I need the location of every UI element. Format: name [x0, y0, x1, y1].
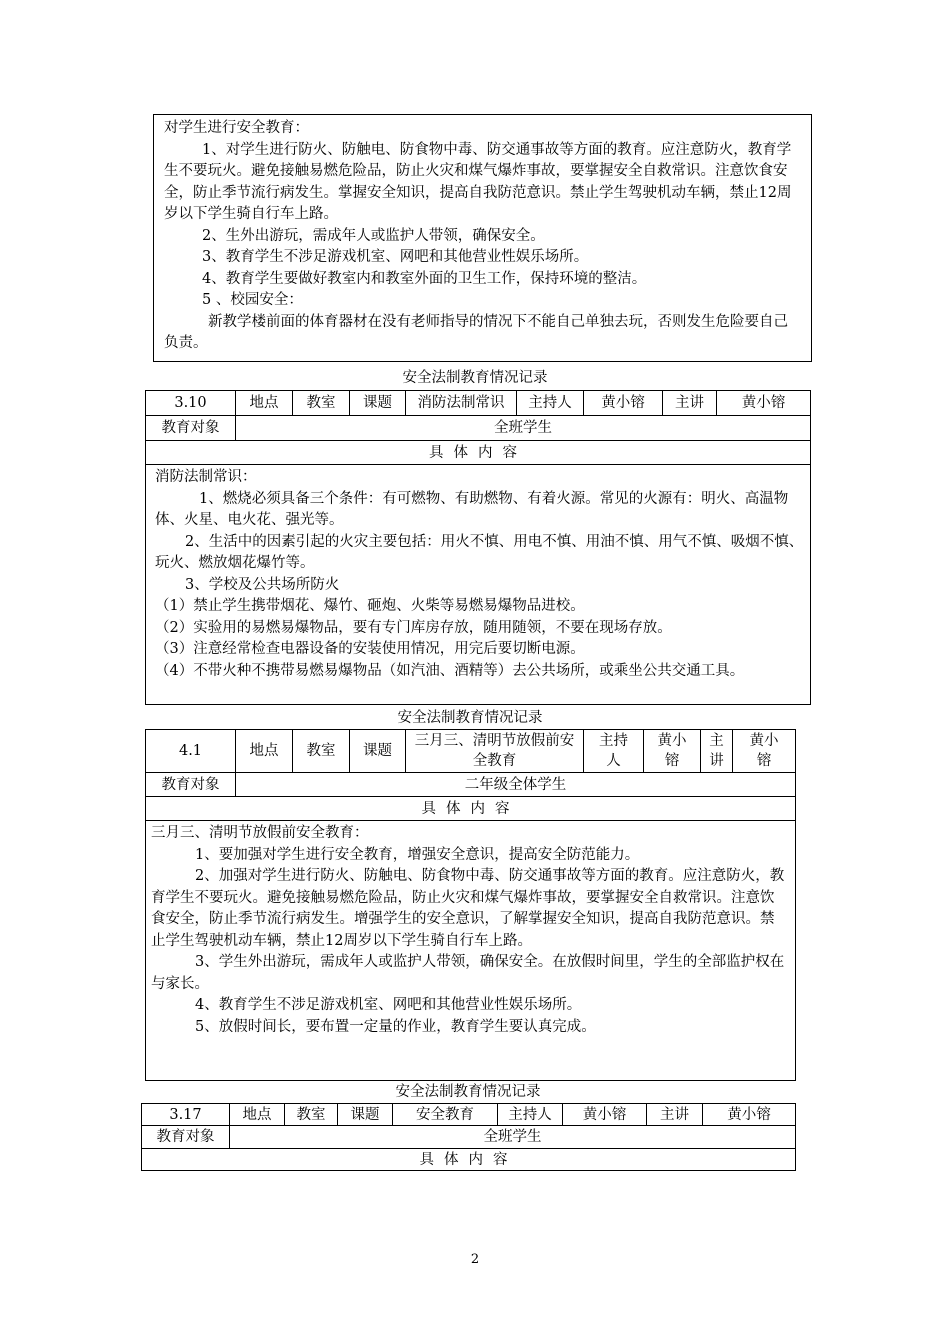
record2-host: 黄小镕	[644, 730, 701, 773]
record2-place: 教室	[293, 730, 350, 773]
record1-host-label: 主持人	[517, 391, 584, 416]
record2-content	[146, 821, 796, 1081]
record1-item-4: （4）不带火种不携带易燃易爆物品（如汽油、酒精等）去公共场所，或乘坐公共交通工具。	[155, 662, 745, 679]
record2-speaker: 黄小镕	[733, 730, 796, 773]
record2-table	[145, 729, 796, 1081]
record3-host-label: 主持人	[498, 1104, 563, 1126]
record3-audience-label: 教育对象	[142, 1126, 230, 1149]
record3-table	[141, 1103, 796, 1171]
record2-topic: 三月三、清明节放假前安全教育	[406, 730, 584, 773]
record1-speaker: 黄小镕	[717, 391, 811, 416]
record1-audience: 全班学生	[236, 416, 811, 441]
record3-speaker-label: 主讲	[647, 1104, 703, 1126]
top-paragraph-1: 1、对学生进行防火、防触电、防食物中毒、防交通事故等方面的教育。应注意防火，教育学生不要玩火。避免接触易燃危险品，防止火灾和煤气爆炸事故，要掌握安全自救常识。注意饮食安全，防止季节流行病发生。掌握安全知识，提高自我防范意识。禁止学生驾驶机动车辆，禁止12周岁以下学生骑自行车上路。	[164, 141, 792, 222]
record1-content-label: 具体内容	[146, 441, 811, 465]
record3-topic-label: 课题	[338, 1104, 393, 1126]
record2-audience-label: 教育对象	[146, 773, 236, 797]
record2-paragraph-2: 2、加强对学生进行防火、防触电、防食物中毒、防交通事故等方面的教育。应注意防火，教育学生不要玩火。避免接触易燃危险品，防止火灾和煤气爆炸事故，要掌握安全自救常识。注意饮食安全，防止季节流行病发生。增强学生的安全意识，了解掌握安全知识，提高自我防范意识。禁止学生驾驶机动车辆，禁止12周岁以下学生骑自行车上路。	[151, 868, 785, 949]
record1-place: 教室	[293, 391, 350, 416]
record3-audience: 全班学生	[230, 1126, 796, 1149]
record2-content-label: 具体内容	[146, 797, 796, 821]
record3-topic: 安全教育	[393, 1104, 498, 1126]
record3-date: 3.17	[142, 1104, 230, 1126]
page-number: 2	[470, 1252, 480, 1267]
record1-topic: 消防法制常识	[406, 391, 517, 416]
record2-speaker-label: 主讲	[701, 730, 733, 773]
record1-date: 3.10	[146, 391, 236, 416]
record3-host: 黄小镕	[563, 1104, 647, 1126]
record2-heading: 三月三、清明节放假前安全教育：	[151, 825, 369, 841]
record2-audience: 二年级全体学生	[236, 773, 796, 797]
record1-item-3: （3）注意经常检查电器设备的安装使用情况，用完后要切断电源。	[155, 641, 585, 657]
record2-host-label: 主持人	[584, 730, 644, 773]
record2-topic-label: 课题	[350, 730, 406, 773]
record1-paragraph-2: 2、生活中的因素引起的火灾主要包括：用火不慎、用电不慎、用油不慎、用气不慎、吸烟不慎、玩火、燃放烟花爆竹等。	[155, 533, 804, 571]
record3-speaker: 黄小镕	[703, 1104, 796, 1126]
record1-content	[146, 465, 811, 705]
top-paragraph-6: 新教学楼前面的体育器材在没有老师指导的情况下不能自己单独去玩，否则发生危险要自己负责。	[164, 313, 788, 351]
record1-heading: 消防法制常识：	[155, 469, 257, 485]
top-content-box	[153, 114, 812, 362]
record1-place-label: 地点	[236, 391, 293, 416]
top-paragraph-4: 4、教育学生要做好教室内和教室外面的卫生工作，保持环境的整洁。	[202, 270, 647, 287]
record1-item-2: （2）实验用的易燃易爆物品，要有专门库房存放，随用随领，不要在现场存放。	[155, 619, 672, 636]
record2-place-label: 地点	[236, 730, 293, 773]
record3-title: 安全法制教育情况记录	[395, 1084, 541, 1100]
record2-paragraph-1: 1、要加强对学生进行安全教育，增强安全意识，提高安全防范能力。	[195, 846, 640, 863]
record3-place: 教室	[285, 1104, 338, 1126]
top-paragraph-5: 5 、校园安全：	[202, 292, 303, 308]
record2-paragraph-4: 4、教育学生不涉足游戏机室、网吧和其他营业性娱乐场所。	[195, 997, 582, 1013]
record2-paragraph-5: 5、放假时间长，要布置一定量的作业，教育学生要认真完成。	[195, 1018, 596, 1035]
record1-topic-label: 课题	[350, 391, 406, 416]
record1-paragraph-1: 1、燃烧必须具备三个条件：有可燃物、有助燃物、有着火源。常见的火源有：明火、高温物体、火星、电火花、强光等。	[155, 490, 789, 528]
top-paragraph-3: 3、教育学生不涉足游戏机室、网吧和其他营业性娱乐场所。	[202, 249, 589, 265]
record2-date: 4.1	[146, 730, 236, 773]
record3-content-label: 具体内容	[142, 1149, 796, 1171]
record1-paragraph-3: 3、学校及公共场所防火	[185, 576, 340, 593]
record1-audience-label: 教育对象	[146, 416, 236, 441]
record3-place-label: 地点	[230, 1104, 285, 1126]
record2-title: 安全法制教育情况记录	[397, 710, 543, 726]
record1-table	[145, 390, 811, 705]
top-heading: 对学生进行安全教育：	[164, 120, 309, 136]
record1-title: 安全法制教育情况记录	[402, 370, 548, 386]
record1-host: 黄小镕	[584, 391, 663, 416]
record1-speaker-label: 主讲	[663, 391, 717, 416]
record2-paragraph-3: 3、学生外出游玩，需成年人或监护人带领，确保安全。在放假时间里，学生的全部监护权在与家长。	[151, 954, 785, 992]
top-paragraph-2: 2、生外出游玩，需成年人或监护人带领，确保安全。	[202, 227, 545, 244]
record1-item-1: （1）禁止学生携带烟花、爆竹、砸炮、火柴等易燃易爆物品进校。	[155, 598, 585, 614]
